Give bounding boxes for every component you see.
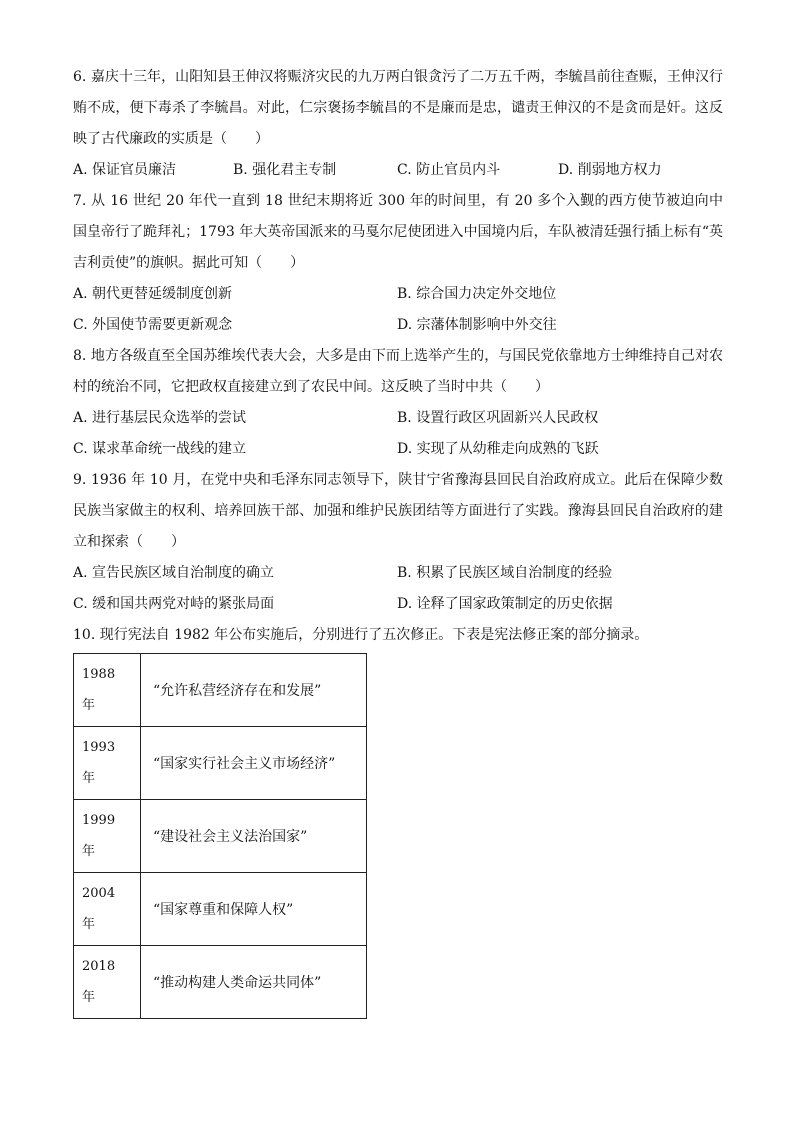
question-number: 6. [73, 69, 87, 85]
question-text: 地方各级直至全国苏维埃代表大会，大多是由下而上选举产生的，与国民党依靠地方士绅维持自己对农村的统治不同，它把政权直接建立到了农民中间。这反映了当时中共（ ） [73, 348, 723, 395]
year-cell: 1993 年 [74, 727, 141, 800]
option-d[interactable]: D. 实现了从幼稚走向成熟的飞跃 [397, 441, 599, 457]
question-number: 10. [73, 627, 96, 643]
amendment-text-cell: “国家尊重和保障人权” [141, 873, 367, 946]
question-number: 8. [73, 348, 87, 364]
amendment-text-cell: “允许私营经济存在和发展” [141, 654, 367, 727]
year-cell: 1999 年 [74, 800, 141, 873]
option-d[interactable]: D. 削弱地方权力 [558, 162, 662, 178]
option-a[interactable]: A. 进行基层民众选举的尝试 [73, 410, 247, 426]
table-row [74, 873, 367, 946]
option-c[interactable]: C. 防止官员内斗 [397, 162, 501, 178]
table-row [74, 800, 367, 873]
option-d[interactable]: D. 诠释了国家政策制定的历史依据 [397, 596, 613, 612]
option-b[interactable]: B. 积累了民族区域自治制度的经验 [397, 565, 613, 581]
question-6-options [73, 155, 723, 186]
question-7 [73, 186, 723, 341]
table-row [74, 946, 367, 1019]
option-a[interactable]: A. 宣告民族区域自治制度的确立 [73, 565, 275, 581]
option-b[interactable]: B. 设置行政区巩固新兴人民政权 [397, 410, 599, 426]
amendment-text-cell: “国家实行社会主义市场经济” [141, 727, 367, 800]
amendment-table [73, 653, 367, 1019]
question-6 [73, 62, 723, 186]
question-9-stem [73, 465, 723, 558]
option-b[interactable]: B. 综合国力决定外交地位 [397, 286, 557, 302]
table-row [74, 727, 367, 800]
question-10 [73, 620, 723, 1019]
question-text: 现行宪法自 1982 年公布实施后，分别进行了五次修正。下表是宪法修正案的部分摘录。 [99, 627, 649, 643]
year-cell: 1988 年 [74, 654, 141, 727]
table-row [74, 654, 367, 727]
option-b[interactable]: B. 强化君主专制 [233, 162, 337, 178]
exam-page [73, 62, 723, 1019]
question-9 [73, 465, 723, 620]
question-number: 7. [73, 193, 87, 209]
amendment-text-cell: “推动构建人类命运共同体” [141, 946, 367, 1019]
year-cell: 2004 年 [74, 873, 141, 946]
question-6-stem [73, 62, 723, 155]
question-8-options [73, 403, 723, 465]
question-8 [73, 341, 723, 465]
option-c[interactable]: C. 缓和国共两党对峙的紧张局面 [73, 596, 275, 612]
option-a[interactable]: A. 朝代更替延缓制度创新 [73, 286, 233, 302]
question-text: 1936 年 10 月，在党中央和毛泽东同志领导下，陕甘宁省豫海县回民自治政府成立。此后在保障少数民族当家做主的权利、培养回族干部、加强和维护民族团结等方面进行了实践。豫海县回民自治政府的建立和探索（ ） [73, 472, 723, 550]
year-cell: 2018 年 [74, 946, 141, 1019]
question-7-options [73, 279, 723, 341]
question-7-stem [73, 186, 723, 279]
amendment-text-cell: “建设社会主义法治国家” [141, 800, 367, 873]
question-8-stem [73, 341, 723, 403]
option-d[interactable]: D. 宗藩体制影响中外交往 [397, 317, 557, 333]
question-number: 9. [73, 472, 87, 488]
question-9-options [73, 558, 723, 620]
question-text: 从 16 世纪 20 年代一直到 18 世纪末期将近 300 年的时间里，有 20 多个入觐的西方使节被迫向中国皇帝行了跪拜礼；1793 年大英帝国派来的马戛尔尼使团进入中国境内后，车队被清廷强行插上标有“英吉利贡使”的旗帜。据此可知（ ） [73, 193, 723, 271]
option-a[interactable]: A. 保证官员廉洁 [73, 162, 177, 178]
question-text: 嘉庆十三年，山阳知县王伸汉将赈济灾民的九万两白银贪污了二万五千两，李毓昌前往查赈，王伸汉行贿不成，便下毒杀了李毓昌。对此，仁宗褒扬李毓昌的不是廉而是忠，谴责王伸汉的不是贪而是奸。这反映了古代廉政的实质是（ ） [73, 69, 723, 147]
option-c[interactable]: C. 外国使节需要更新观念 [73, 317, 233, 333]
option-c[interactable]: C. 谋求革命统一战线的建立 [73, 441, 247, 457]
question-10-stem [73, 620, 723, 651]
